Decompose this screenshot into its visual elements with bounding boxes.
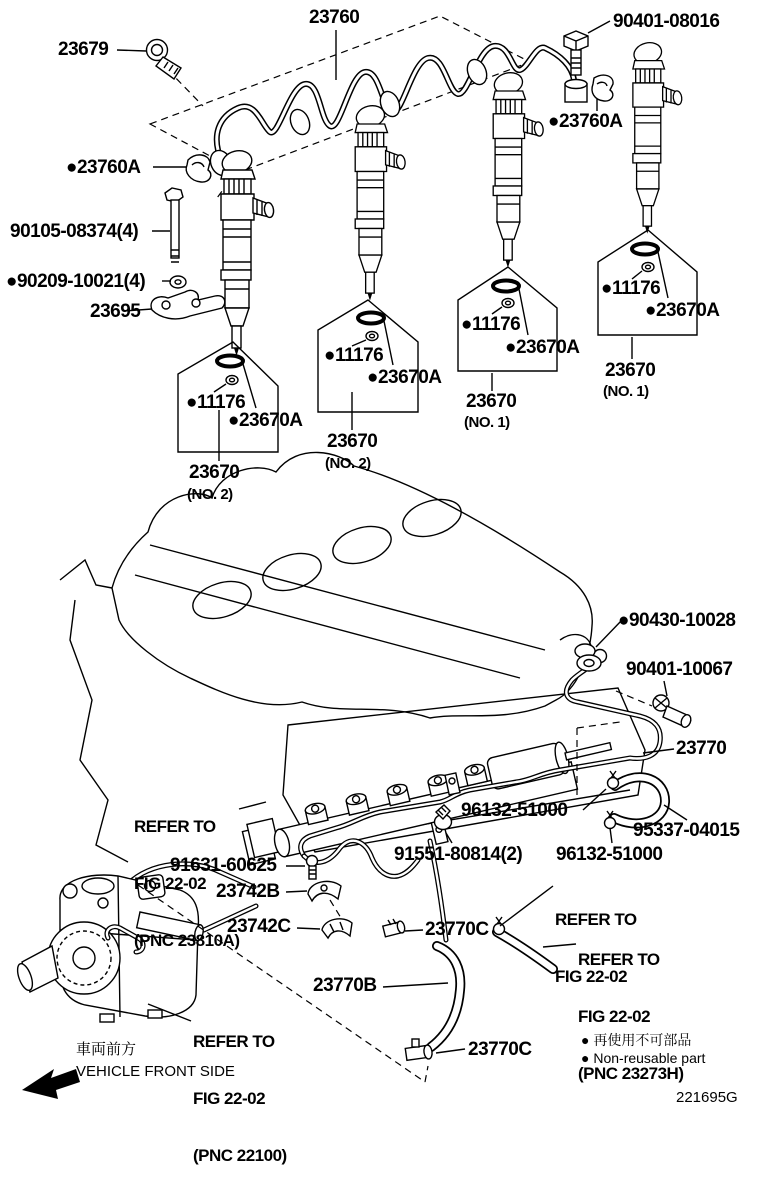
cylinder-label-box2: (NO. 2): [325, 455, 371, 472]
part-label-11176-box2: ●11176: [324, 345, 384, 366]
part-label-90401-10067: 90401-10067: [626, 659, 733, 680]
part-label-23670A-box1: ●23670A: [228, 410, 303, 431]
cylinder-label-box1: (NO. 2): [187, 486, 233, 503]
refer-note-rail-line3: (PNC 23810A): [134, 931, 240, 950]
part-label-23670A-box4: ●23670A: [645, 300, 720, 321]
cylinder-label-box3: (NO. 1): [464, 414, 510, 431]
part-label-23770: 23770: [676, 738, 727, 759]
refer-note-hose2: [578, 912, 684, 1121]
diagram-code: 221695G: [676, 1089, 738, 1106]
refer-note-pump-line1: REFER TO: [193, 1032, 275, 1051]
banjo-bolt-90401-10067-drawing: [653, 695, 693, 729]
refer-note-pump: [193, 994, 287, 1203]
part-label-11176-box4: ●11176: [601, 278, 661, 299]
front-side-label-en: VEHICLE FRONT SIDE: [76, 1063, 235, 1080]
part-label-23742C: 23742C: [227, 916, 291, 937]
part-label-96132-51000-a: 96132-51000: [461, 800, 568, 821]
part-label-91551-80814: 91551-80814(2): [394, 844, 523, 865]
part-label-90209-10021: ●90209-10021(4): [6, 271, 146, 292]
part-label-23770C-mid: 23770C: [425, 919, 489, 940]
fitting-23770C-mid-drawing: [383, 919, 406, 937]
part-label-23670-box1: 23670: [189, 462, 240, 483]
refer-note-hose-line2: FIG 22-02: [555, 967, 628, 986]
refer-note-hose-line1: REFER TO: [555, 910, 637, 929]
part-label-23670-box4: 23670: [605, 360, 656, 381]
refer-note-hose2-line2: FIG 22-02: [578, 1007, 651, 1026]
part-label-23760: 23760: [309, 7, 360, 28]
part-label-23679: 23679: [58, 39, 109, 60]
part-label-11176-box1: ●11176: [186, 392, 246, 413]
part-label-23760A-left: ●23760A: [66, 157, 141, 178]
part-label-91631-60625: 91631-60625: [170, 855, 277, 876]
refer-note-rail-line1: REFER TO: [134, 817, 216, 836]
refer-note-pump-line2: FIG 22-02: [193, 1089, 266, 1108]
clamp-23760A-right-drawing: [592, 75, 613, 101]
part-label-23770B: 23770B: [313, 975, 377, 996]
refer-note-pump-line3: (PNC 22100): [193, 1146, 287, 1165]
refer-note-rail-line2: FIG 22-02: [134, 874, 207, 893]
part-label-90401-08016: 90401-08016: [613, 11, 720, 32]
clamp-23742C-drawing: [322, 919, 352, 938]
part-label-23670-box2: 23670: [327, 431, 378, 452]
part-label-11176-box3: ●11176: [461, 314, 521, 335]
bolt-23679-drawing: [147, 40, 182, 80]
part-label-23695: 23695: [90, 301, 141, 322]
part-label-23670-box3: 23670: [466, 391, 517, 412]
refer-note-hose2-line1: REFER TO: [578, 950, 660, 969]
part-label-23760A-right: ●23760A: [548, 111, 623, 132]
vehicle-front-arrow: [22, 1069, 80, 1099]
mount-hardware-drawing: [151, 188, 225, 319]
part-label-90430-10028: ●90430-10028: [618, 610, 736, 631]
legend-non-reusable-en: ● Non-reusable part: [581, 1050, 706, 1066]
part-label-95337-04015: 95337-04015: [633, 820, 740, 841]
part-label-90105-08374: 90105-08374(4): [10, 221, 139, 242]
part-label-96132-51000-b: 96132-51000: [556, 844, 663, 865]
part-label-23770C-bottom: 23770C: [468, 1039, 532, 1060]
bolt-91631-drawing: [307, 856, 318, 880]
front-side-label-jp: 車両前方: [76, 1041, 137, 1058]
part-label-23670A-box2: ●23670A: [367, 367, 442, 388]
refer-note-hose2-line3: (PNC 23273H): [578, 1064, 684, 1083]
part-label-23742B: 23742B: [216, 881, 280, 902]
part-label-23670A-box3: ●23670A: [505, 337, 580, 358]
fitting-23770C-bottom-drawing: [405, 1039, 433, 1060]
clamp-23760A-left-drawing: [186, 155, 211, 182]
legend-non-reusable-jp: ● 再使用不可部品: [581, 1032, 692, 1048]
cylinder-label-box4: (NO. 1): [603, 383, 649, 400]
